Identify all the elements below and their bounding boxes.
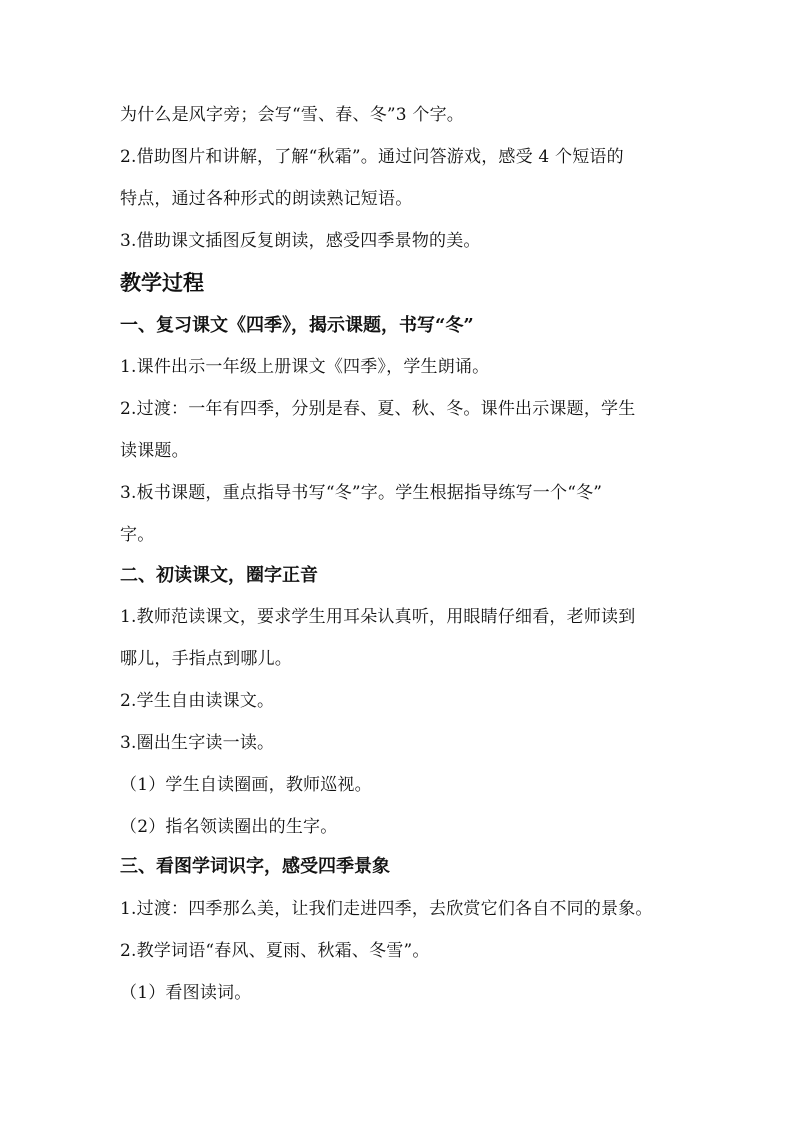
paragraph-line: 1.过渡：四季那么美，让我们走进四季，去欣赏它们各自不同的景象。	[120, 899, 653, 919]
paragraph-line: 3.圈出生字读一读。	[120, 733, 275, 753]
subsection-heading: 三、看图学词识字，感受四季景象	[120, 856, 390, 877]
paragraph-line: 读课题。	[120, 441, 189, 461]
section-heading: 教学过程	[120, 270, 204, 295]
paragraph-line: 特点，通过各种形式的朗读熟记短语。	[120, 189, 413, 209]
paragraph-line: 3.板书课题，重点指导书写“冬”字。学生根据指导练写一个“冬”	[120, 483, 603, 503]
paragraph-line: （1）看图读词。	[120, 983, 252, 1003]
paragraph-line: 3.借助课文插图反复朗读，感受四季景物的美。	[120, 231, 481, 251]
paragraph-line: 字。	[120, 525, 155, 545]
paragraph-line: 1.课件出示一年级上册课文《四季》，学生朗诵。	[120, 357, 490, 377]
paragraph-line: （1）学生自读圈画，教师巡视。	[120, 775, 372, 795]
subsection-heading: 二、初读课文，圈字正音	[120, 565, 318, 586]
paragraph-line: 为什么是风字旁；会写“雪、春、冬”3 个字。	[120, 105, 465, 125]
paragraph-line: 1.教师范读课文，要求学生用耳朵认真听，用眼睛仔细看，老师读到	[120, 607, 636, 627]
paragraph-line: 2.借助图片和讲解，了解“秋霜”。通过问答游戏，感受 4 个短语的	[120, 147, 624, 167]
paragraph-line: 2.过渡：一年有四季，分别是春、夏、秋、冬。课件出示课题，学生	[120, 399, 636, 419]
paragraph-line: 哪儿，手指点到哪儿。	[120, 649, 292, 669]
paragraph-line: 2.教学词语“春风、夏雨、秋霜、冬雪”。	[120, 941, 430, 961]
paragraph-line: 2.学生自由读课文。	[120, 691, 275, 711]
subsection-heading: 一、复习课文《四季》，揭示课题，书写“冬”	[120, 315, 474, 336]
paragraph-line: （2）指名领读圈出的生字。	[120, 817, 338, 837]
